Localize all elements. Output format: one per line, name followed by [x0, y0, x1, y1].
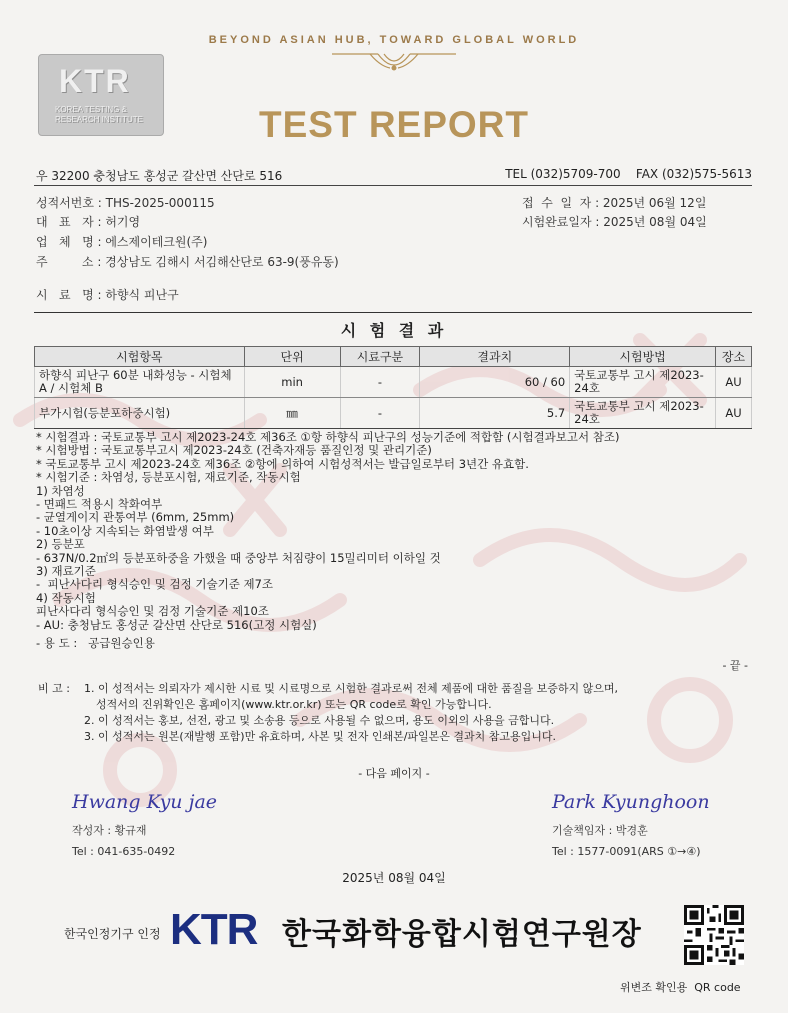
cell-sample: - [340, 398, 420, 429]
cell-result: 5.7 [420, 398, 570, 429]
logo-line2: RESEARCH INSTITUTE [55, 115, 144, 124]
manager-tel: Tel : 1577-0091(ARS ①→④) [552, 845, 701, 858]
writer-tel: Tel : 041-635-0492 [72, 845, 176, 858]
writer-name: 작성자 : 황규재 [72, 824, 147, 837]
note-line: - 균열게이지 관통여부 (6mm, 25mm) [36, 510, 235, 525]
col-header: 단위 [244, 347, 340, 367]
report-title: TEST REPORT [258, 104, 530, 145]
writer-signature: Hwang Kyu jae [72, 791, 218, 813]
cell-result: 60 / 60 [420, 367, 570, 398]
remark-line: 1. 이 성적서는 의뢰자가 제시한 시료 및 시료명으로 시험한 결과로써 전체 제품에 대한 품질을 보증하지 않으며, [84, 682, 618, 695]
cell-unit: min [244, 367, 340, 398]
institute-tel-fax: TEL (032)5709-700 FAX (032)575-5613 [505, 167, 752, 181]
company-address: 주 소 : 경상남도 김해시 서김해산단로 63-9(풍유동) [36, 255, 339, 269]
cell-unit: ㎜ [244, 398, 340, 429]
col-header: 결과치 [420, 347, 570, 367]
completed-date: 시험완료일자 : 2025년 08월 04일 [522, 215, 707, 229]
note-line: 피난사다리 형식승인 및 검정 기술기준 제10조 [36, 604, 269, 619]
cell-method: 국토교통부 고시 제2023-24호 [570, 367, 716, 398]
received-date: 접 수 일 자 : 2025년 06월 12일 [522, 196, 707, 210]
ktr-logo: KTR [170, 905, 258, 954]
end-mark: - 끝 - [722, 659, 748, 672]
logo-main-text: KTR [59, 63, 131, 99]
col-header: 시료구분 [340, 347, 420, 367]
remark-line: 3. 이 성적서는 원본(재발행 포함)만 유효하며, 사본 및 전자 인쇄본/파일본은 결과치 참고용입니다. [84, 730, 557, 743]
note-line: 1) 차염성 [36, 483, 85, 498]
col-header: 장소 [715, 347, 751, 367]
remark-line: 2. 이 성적서는 홍보, 선전, 광고 및 소송용 등으로 사용될 수 없으며, 용도 이외의 사용을 금합니다. [84, 714, 555, 727]
next-page: - 다음 페이지 - [358, 767, 430, 780]
note-line: * 시험기준 : 차염성, 등분포시험, 재료기준, 작동시험 [36, 470, 301, 485]
qr-code-icon[interactable] [684, 905, 744, 965]
note-line: * 국토교통부 고시 제2023-24호 제36조 ②항에 의하여 시험성적서는 발급일로부터 3년간 유효함. [36, 456, 529, 471]
remark-line: 성적서의 진위확인은 홈페이지(www.ktr.or.kr) 또는 QR code로 확인 가능합니다. [96, 698, 492, 711]
remarks-label: 비 고 : [38, 682, 70, 695]
divider [34, 185, 752, 186]
table-header-row [35, 347, 752, 367]
sample-name: 시 료 명 : 하향식 피난구 [36, 288, 179, 302]
results-table [34, 346, 752, 429]
note-line: * 시험방법 : 국토교통부고시 제2023-24호 (건축자재등 품질인정 및 관리기준) [36, 443, 432, 458]
cell-place: AU [715, 398, 751, 429]
logo-line1: KOREA TESTING & [55, 105, 127, 114]
table-row [35, 398, 752, 429]
ornament-icon [330, 48, 458, 78]
note-line: - 면패드 적용시 착화여부 [36, 497, 163, 512]
results-title: 시 험 결 과 [340, 321, 448, 340]
header-tagline: BEYOND ASIAN HUB, TOWARD GLOBAL WORLD [208, 34, 580, 46]
cell-sample: - [340, 367, 420, 398]
note-line: 3) 재료기준 [36, 564, 96, 579]
cell-item: 하향식 피난구 60분 내화성능 - 시험체 A / 시험체 B [35, 367, 245, 398]
table-row [35, 367, 752, 398]
representative: 대 표 자 : 허기영 [36, 215, 141, 229]
report-number: 성적서번호 : THS-2025-000115 [36, 196, 215, 210]
organization-name: 한국화학융합시험연구원장 [282, 917, 642, 952]
col-header: 시험방법 [570, 347, 716, 367]
cell-method: 국토교통부 고시 제2023-24호 [570, 398, 716, 429]
note-line: 2) 등분포 [36, 537, 85, 552]
note-line: 4) 작동시험 [36, 590, 96, 605]
col-header: 시험항목 [35, 347, 245, 367]
usage-line: - 용 도 : 공급원승인용 [36, 636, 155, 651]
divider [34, 312, 752, 313]
company-name: 업 체 명 : 에스제이테크원(주) [36, 235, 208, 249]
note-line: - 피난사다리 형식승인 및 검정 기술기준 제7조 [36, 577, 274, 592]
qr-caption: 위변조 확인용 QR code [620, 981, 741, 994]
manager-name: 기술책임자 : 박경훈 [552, 824, 648, 837]
note-line: * 시험결과 : 국토교통부 고시 제2023-24호 제36조 ①항 하향식 피난구의 성능기준에 적합함 (시험결과보고서 참조) [36, 430, 620, 444]
cell-place: AU [715, 367, 751, 398]
note-line: - 637N/0.2㎡의 등분포하중을 가했을 때 중앙부 처짐량이 15밀리미터 이하일 것 [36, 550, 441, 565]
note-line: - 10초이상 지속되는 화염발생 여부 [36, 523, 214, 538]
issue-date: 2025년 08월 04일 [342, 871, 446, 885]
notes-block [36, 431, 619, 651]
accreditation-label: 한국인정기구 인정 [64, 927, 161, 941]
manager-signature: Park Kyunghoon [552, 791, 710, 813]
institute-address: 우 32200 충청남도 홍성군 갈산면 산단로 516 [36, 169, 283, 183]
cell-item: 부가시험(등분포하중시험) [35, 398, 245, 429]
note-line: - AU: 충청남도 홍성군 갈산면 산단로 516(고정 시험실) [36, 617, 317, 632]
